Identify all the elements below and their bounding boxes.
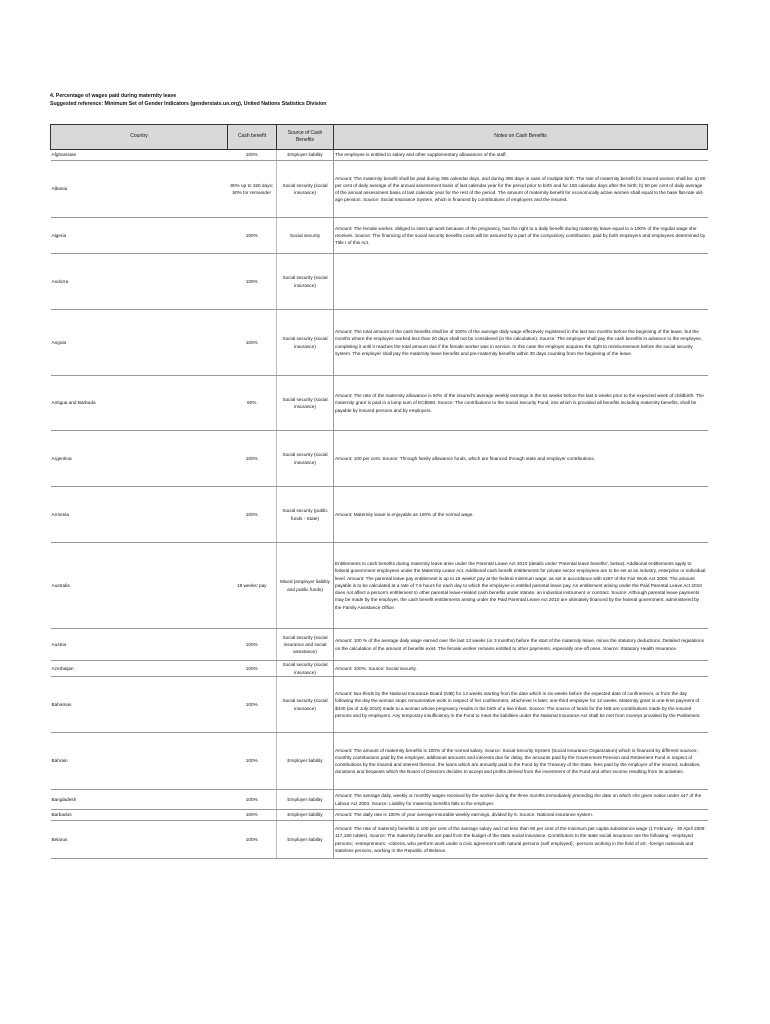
cash-benefit-cell: 100% — [228, 661, 277, 677]
notes-cell: Amount: The daily rate is 100% of your average insurable weekly earnings, divided by 6. Source: National insurance system. — [334, 810, 708, 821]
source-cell: Employer liability — [277, 810, 334, 821]
source-cell: Social security — [277, 218, 334, 254]
country-cell: Bahrain — [51, 733, 228, 790]
column-header-source: Source of Cash Benefits — [277, 125, 334, 150]
cash-benefit-cell: 18 weeks' pay — [228, 543, 277, 629]
source-cell: Social security (social insurance) — [277, 677, 334, 733]
table-row — [51, 790, 708, 810]
cash-benefit-cell: 100% — [228, 150, 277, 161]
country-cell: Albania — [51, 161, 228, 218]
country-cell: Andorra — [51, 254, 228, 310]
cash-benefit-cell: 100% — [228, 810, 277, 821]
cash-benefit-cell: 100% — [228, 487, 277, 543]
cash-benefit-cell: 100% — [228, 218, 277, 254]
column-header-cash-benefit: Cash benefit — [228, 125, 277, 150]
source-cell: Social security (social insurance) — [277, 431, 334, 487]
source-cell: Mixed (employer liability and public funds) — [277, 543, 334, 629]
country-cell: Bangladesh — [51, 790, 228, 810]
document-header — [50, 92, 326, 108]
cash-benefit-cell: 100% — [228, 821, 277, 859]
notes-cell: Amount: 100 % of the average daily wage earned over the last 13 weeks (or 3 months) before the start of the maternity leave, minus the statutory deductions. Detailed regulations on the calculation of the amount of benefits exist. The female worker remains entitled to other payments, especially one-off ones. Source: Statutory Health Insurance. — [334, 629, 708, 661]
table-row — [51, 218, 708, 254]
cash-benefit-cell: 100% — [228, 310, 277, 376]
source-cell: Social security (social insurance) — [277, 376, 334, 431]
source-cell: Social security (social insurance) — [277, 661, 334, 677]
cash-benefit-cell: 80% up to 150 days; 50% for remainder — [228, 161, 277, 218]
notes-cell: Amount: The total amount of the cash benefits shall be of 100% of the average daily wage effectively registered in the last two months before the beginning of the leave, but the months where the employee worked less than 20 days shall not be considered (in the calculation). Source: The employer shall pay the cash benefits in advance to the employee, completing it until it reaches the total amount due if the female worker was in service. In this case the employer acquires the right to reimbursement before the social security system. The employer shall pay the maternity leave benefits and pre-maternity benefits within 30 days counting from the beginning of the leave. — [334, 310, 708, 376]
cash-benefit-cell: 100% — [228, 677, 277, 733]
notes-cell: Amount: The average daily, weekly or monthly wages received by the worker during the three months immediately preceding the date on which she gives notice under s47 of the Labour Act 2003. Source: Liability for maternity benefits falls to the employer. — [334, 790, 708, 810]
table-row — [51, 543, 708, 629]
table-row — [51, 733, 708, 790]
source-cell: Social security (social insurance) — [277, 254, 334, 310]
cash-benefit-cell: 100% — [228, 790, 277, 810]
country-cell: Azerbaijan — [51, 661, 228, 677]
table-row — [51, 150, 708, 161]
notes-cell: Amount: The rate of the maternity allowance is 60% of the insured's average weekly earnings in the 52 weeks before the last 6 weeks prior to the expected week of childbirth. The maternity grant is paid in a lump sum of EC$560. Source: The contributions to the Social Security Fund, into which is provided all benefits including maternity benefits, shall be payable by insured persons and by employers. — [334, 376, 708, 431]
source-cell: Social security (social insurance) — [277, 161, 334, 218]
country-cell: Argentina — [51, 431, 228, 487]
maternity-benefits-table — [50, 124, 708, 859]
source-cell: Employer liability — [277, 790, 334, 810]
suggested-reference: Suggested reference: Minimum Set of Gender Indicators (genderstats.un.org), United Nations Statistics Division — [50, 101, 327, 107]
notes-cell: Amount: 100%. Source: Social security. — [334, 661, 708, 677]
notes-cell — [334, 254, 708, 310]
country-cell: Barbados — [51, 810, 228, 821]
notes-cell: Amount: The rate of maternity benefits is 100 per cent of the average salary and not less than 50 per cent of the minimum per capita subsistence wage (1 February - 30 April 2009: 117,190 rubles). Source: The maternity benefits are paid from the budget of the state social insurance. Contributors to the state social insurance are the following: -employed persons; -entrepreneurs; -citizens, who perform work under a civic agreement with natural persons (self employed); -persons working in the field of art; -foreign nationals and stateless persons, working in the Republic of Belarus. — [334, 821, 708, 859]
source-cell: Social security (public funds - State) — [277, 487, 334, 543]
notes-cell: The employee is entitled to salary and other supplementary allowances of the staff. — [334, 150, 708, 161]
column-header-notes: Notes on Cash Benefits — [334, 125, 708, 150]
table-header-row — [51, 125, 708, 150]
country-cell: Angola — [51, 310, 228, 376]
source-cell: Social security (social insurance) — [277, 310, 334, 376]
table-row — [51, 629, 708, 661]
notes-cell: Entitlements to cash benefits during maternity leave arise under the Parental Leave Act 2010 (details under 'Parental leave benefits', below). Additional entitlements apply to federal government employees under the Maternity Leave Act. Additional cash benefit entitlements for private sector employees are to be set at an industry, enterprise or individual level. Amount: The parental leave pay entitlement is up to 18 weeks' pay at the federal minimum wage, as set in accordance with s287 of the Fair Work Act 2009. The amount payable is to be calculated at a rate of 7.6 hours for each day to which the employee is entitled parental leave pay. An entitlement arising under the Paid Parental Leave Act 2010 does not affect a person's entitlement to other parental leave-related cash benefits under statute, an industrial instrument or contract. Source: Although parental leave payments may be made by the employer, the cash benefit entitlements arising under the Paid Parental Leave Act 2010 are ultimately financed by the federal government, administered by the Family Assistance Office. — [334, 543, 708, 629]
country-cell: Belarus — [51, 821, 228, 859]
table-row — [51, 161, 708, 218]
cash-benefit-cell: 100% — [228, 431, 277, 487]
country-cell: Australia — [51, 543, 228, 629]
notes-cell: Amount: 100 per cent. Source: Through family allowance funds, which are financed through state and employer contributions. — [334, 431, 708, 487]
table-row — [51, 821, 708, 859]
notes-cell: Amount: two-thirds by the National Insurance Board (NIB) for 13 weeks starting from the date which is six weeks before the expected date of confinement, or from the day following the day the woman stops remunerative work in respect of her confinement, whichever is later; one-third employer for 12 weeks. Maternity grant is one-time payment of $430 (as of July 2010) made to a woman whose pregnancy results in the birth of a live infant. Source: The source of funds for the NIB are contributions made by the insured persons and by employers. Any temporary insufficiency in the Fund to meet the liabilities under the National Insurance Act shall be met from moneys provided by the Parliament. — [334, 677, 708, 733]
table-row — [51, 810, 708, 821]
table-row — [51, 431, 708, 487]
source-cell: Employer liability — [277, 150, 334, 161]
cash-benefit-cell: 100% — [228, 254, 277, 310]
table-row — [51, 661, 708, 677]
cash-benefit-cell: 60% — [228, 376, 277, 431]
column-header-country: Country — [51, 125, 228, 150]
country-cell: Antigua and Barbuda — [51, 376, 228, 431]
notes-cell: Amount: The maternity benefit shall be paid during 365 calendar days, and during 390 days in case of multiple birth. The rate of maternity benefit for insured women shall be: a) 80 per cent of daily average of the annual assessment basis of last calendar year for the period prior to birth and for 150 calendar days after the birth; b) 50 per cent of daily average of the annual assessment basis of last calendar year for the rest of the period. The amount of maternity benefit for economically active women shall equal to the base flat-rate old-age pension. Source: Social Insurance System, which is financed by contributions of employers and the insured. — [334, 161, 708, 218]
notes-cell: Amount: Maternity leave is enjoyable as 100% of the normal wage. — [334, 487, 708, 543]
notes-cell: Amount: The female worker, obliged to interrupt work because of the pregnancy, has the right to a daily benefit during maternity leave equal to a 100% of the regular wage she receives. Source: The financing of the social security benefits costs will be assured by a part of the compulsory contribution, paid by both employers and employees determined by Title I of this Act. — [334, 218, 708, 254]
country-cell: Armenia — [51, 487, 228, 543]
country-cell: Austria — [51, 629, 228, 661]
country-cell: Afghanistan — [51, 150, 228, 161]
table-row — [51, 310, 708, 376]
cash-benefit-cell: 100% — [228, 733, 277, 790]
notes-cell: Amount: The amount of maternity benefits is 100% of the normal salary. Source: Social Security System (Social Insurance Organization) which is financed by different sources; monthly contributions paid by the employer, additional amounts and interests due for delay, the amounts paid by the Government Pension and Retirement Fund in respect of contributions by the insured and interest thereon, the loans which are annually paid to the Fund by the Treasury of the State, fees paid by the employer of the insured, subsidies, donations and bequests which the Board of Directors decides to accept and profits derived from the investment of the Fund and other income resulting from its activities. — [334, 733, 708, 790]
table-row — [51, 376, 708, 431]
document-title: 4. Percentage of wages paid during maternity leave — [50, 93, 177, 99]
country-cell: Bahamas — [51, 677, 228, 733]
cash-benefit-cell: 100% — [228, 629, 277, 661]
table-row — [51, 677, 708, 733]
source-cell: Employer liability — [277, 733, 334, 790]
source-cell: Employer liability — [277, 821, 334, 859]
country-cell: Algeria — [51, 218, 228, 254]
table-row — [51, 487, 708, 543]
table-row — [51, 254, 708, 310]
source-cell: Social security (social insurance and social assistance) — [277, 629, 334, 661]
